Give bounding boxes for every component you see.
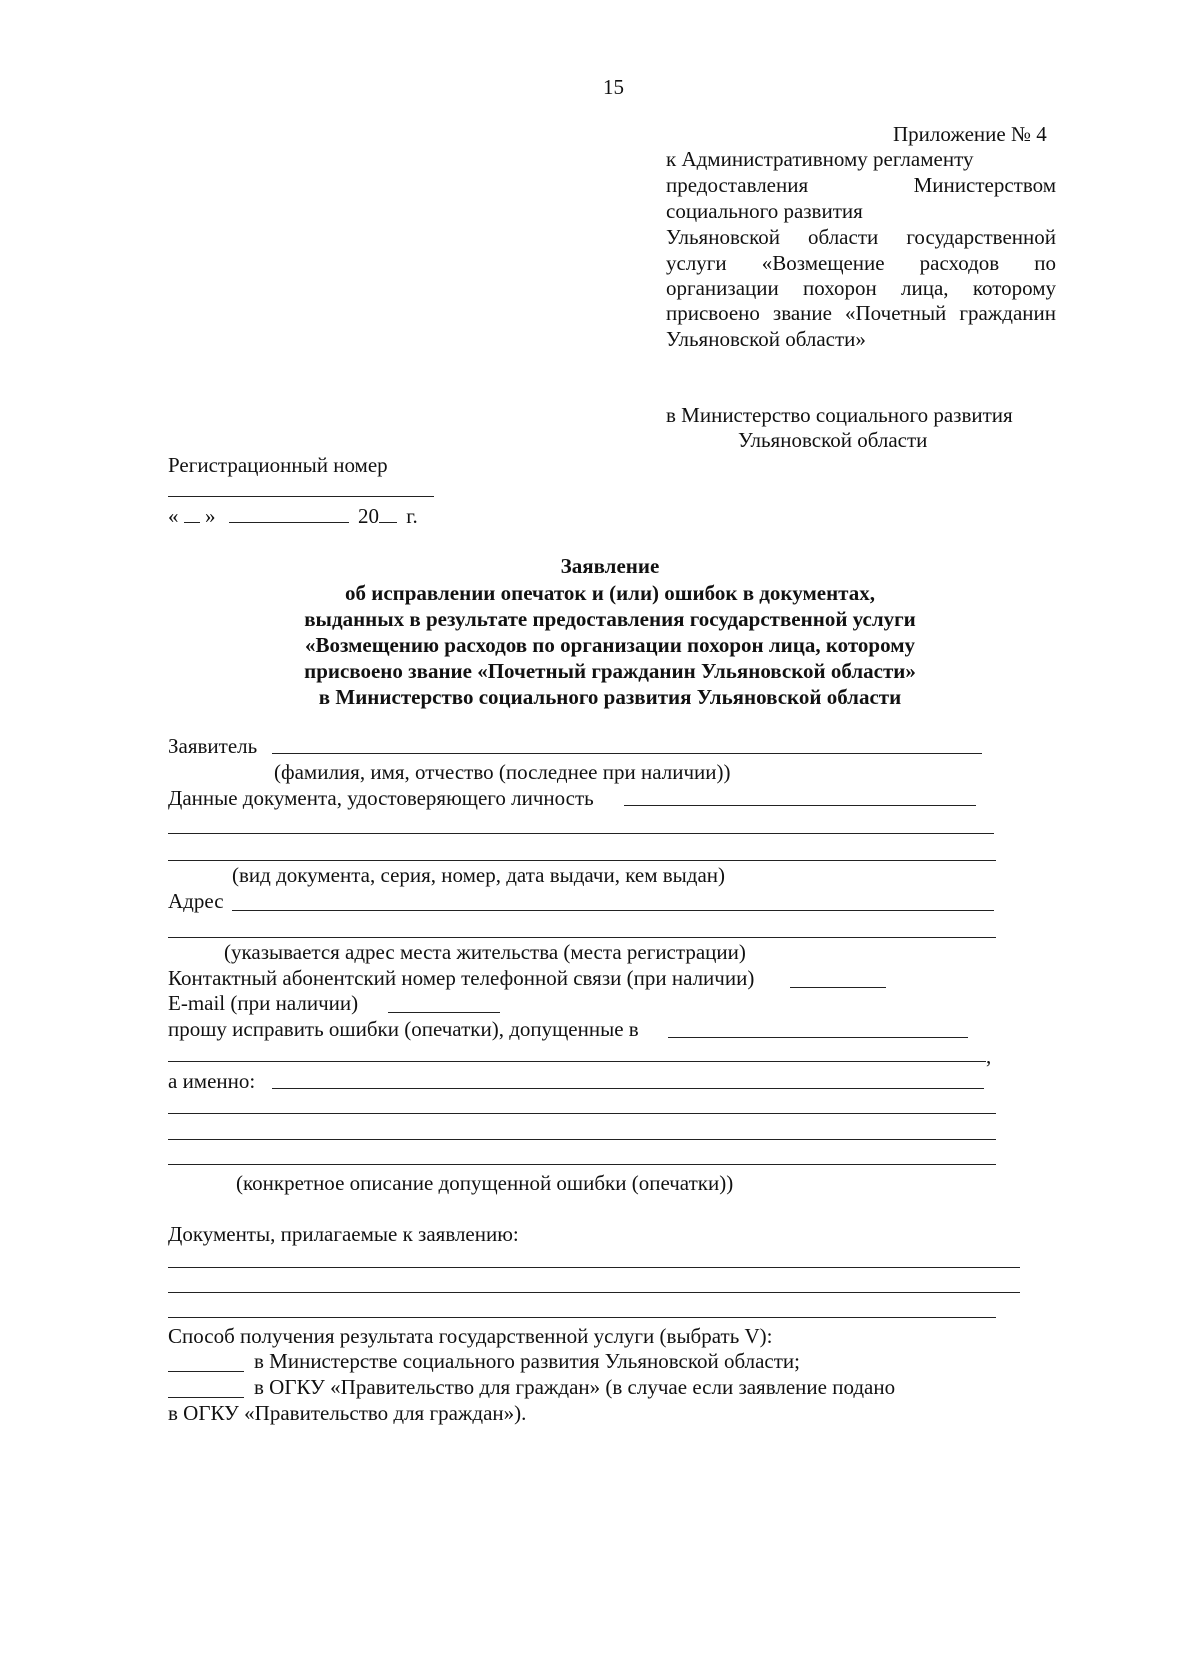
email-field[interactable]: [388, 1012, 500, 1013]
request-label: прошу исправить ошибки (опечатки), допущенные в: [168, 1017, 639, 1041]
namely-field[interactable]: [272, 1088, 984, 1089]
registration-date: [168, 503, 418, 529]
page-number: 15: [603, 75, 624, 99]
addressee-line: Ульяновской области: [738, 428, 928, 452]
year-field[interactable]: [379, 521, 397, 523]
namely-field-line-4[interactable]: [168, 1164, 996, 1165]
title-line: Заявление: [560, 554, 660, 578]
address-field-line-2[interactable]: [168, 937, 996, 938]
namely-label: а именно:: [168, 1069, 256, 1093]
request-end: ,: [986, 1044, 992, 1068]
id-label: Данные документа, удостоверяющего личность: [168, 786, 594, 810]
namely-field-line-3[interactable]: [168, 1139, 996, 1140]
namely-field-line-2[interactable]: [168, 1113, 996, 1114]
phone-label: Контактный абонентский номер телефонной связи (при наличии): [168, 966, 755, 990]
addressee-line: в Министерство социального развития: [666, 403, 1013, 427]
attachments-label: Документы, прилагаемые к заявлению:: [168, 1222, 519, 1246]
appendix-line: Ульяновской области государственной: [666, 225, 1056, 249]
appendix-line: предоставления Министерством: [666, 173, 1056, 197]
appendix-line: услуги «Возмещение расходов по: [666, 251, 1056, 275]
applicant-label: Заявитель: [168, 734, 258, 758]
registration-number-line[interactable]: [168, 496, 434, 497]
method-label: Способ получения результата государственной услуги (выбрать V):: [168, 1324, 773, 1348]
request-field-line-2[interactable]: [168, 1061, 986, 1062]
title-line: присвоено звание «Почетный гражданин Ульяновской области»: [304, 659, 916, 683]
title-line: «Возмещению расходов по организации похорон лица, которому: [304, 633, 916, 657]
email-label: E-mail (при наличии): [168, 991, 359, 1015]
error-hint: (конкретное описание допущенной ошибки (опечатки)): [236, 1171, 734, 1195]
date-open-quote: «: [168, 504, 179, 528]
title-line: выданных в результате предоставления государственной услуги: [304, 607, 916, 631]
address-field[interactable]: [232, 910, 994, 911]
month-field[interactable]: [229, 521, 349, 523]
request-field[interactable]: [668, 1037, 968, 1038]
address-label: Адрес: [168, 889, 224, 913]
option2-continuation: в ОГКУ «Правительство для граждан»).: [168, 1401, 527, 1425]
day-field[interactable]: [184, 521, 200, 523]
id-hint: (вид документа, серия, номер, дата выдачи, кем выдан): [232, 863, 725, 887]
option2-label: в ОГКУ «Правительство для граждан» (в случае если заявление подано: [254, 1375, 896, 1399]
appendix-line: присвоено звание «Почетный гражданин: [666, 301, 1056, 325]
attachments-field-line-1[interactable]: [168, 1267, 1020, 1268]
phone-field[interactable]: [790, 987, 886, 988]
appendix-heading: Приложение № 4: [893, 122, 1047, 146]
id-field-line-3[interactable]: [168, 860, 996, 861]
option1-label: в Министерстве социального развития Ульяновской области;: [254, 1349, 800, 1373]
attachments-field-line-2[interactable]: [168, 1292, 1020, 1293]
year-prefix: 20: [358, 504, 379, 528]
appendix-line: Ульяновской области»: [666, 327, 866, 351]
date-close-quote: »: [205, 504, 216, 528]
year-suffix: г.: [406, 504, 418, 528]
option2-checkbox[interactable]: [168, 1397, 244, 1398]
address-hint: (указывается адрес места жительства (места регистрации): [224, 940, 746, 964]
id-field[interactable]: [624, 805, 976, 806]
title-line: об исправлении опечаток и (или) ошибок в документах,: [344, 581, 875, 605]
applicant-hint: (фамилия, имя, отчество (последнее при наличии)): [274, 760, 731, 784]
appendix-line: к Административному регламенту: [666, 147, 974, 171]
appendix-line: социального развития: [666, 199, 863, 223]
applicant-field[interactable]: [272, 753, 982, 754]
appendix-line: организации похорон лица, которому: [666, 276, 1056, 300]
id-field-line-2[interactable]: [168, 833, 994, 834]
title-line: в Министерство социального развития Ульяновской области: [318, 685, 902, 709]
attachments-field-line-3[interactable]: [168, 1317, 996, 1318]
option1-checkbox[interactable]: [168, 1371, 244, 1372]
registration-label: Регистрационный номер: [168, 453, 388, 477]
